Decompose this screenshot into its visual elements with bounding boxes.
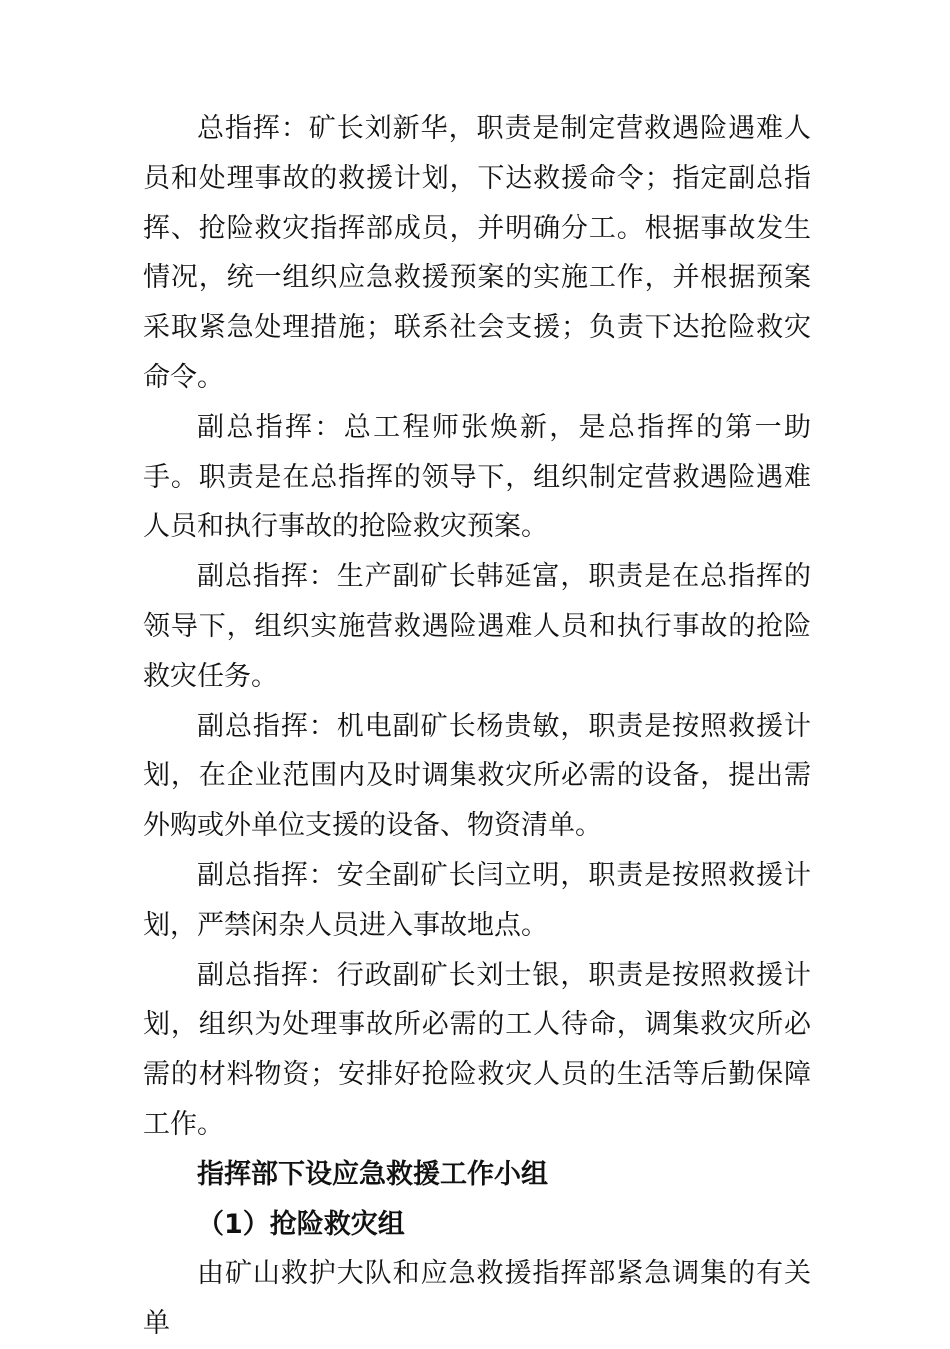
- subsection-heading: （1）抢险救灾组: [197, 1208, 405, 1240]
- paragraph-deputy-chief-engineer: 副总指挥：总工程师张焕新，是总指挥的第一助手。职责是在总指挥的领导下，组织制定营救遇险遇难人员和执行事故的抢险救灾预案。: [143, 411, 811, 543]
- paragraph-deputy-administration: 副总指挥：行政副矿长刘士银，职责是按照救援计划，组织为处理事故所必需的工人待命，调集救灾所必需的材料物资；安排好抢险救灾人员的生活等后勤保障工作。: [143, 959, 811, 1140]
- paragraph-deputy-electromechanical: 副总指挥：机电副矿长杨贵敏，职责是按照救援计划，在企业范围内及时调集救灾所必需的设备，提出需外购或外单位支援的设备、物资清单。: [143, 710, 811, 842]
- paragraph-commander: 总指挥：矿长刘新华，职责是制定营救遇险遇难人员和处理事故的救援计划，下达救援命令；指定副总指挥、抢险救灾指挥部成员，并明确分工。根据事故发生情况，统一组织应急救援预案的实施工作，并根据预案采取紧急处理措施；联系社会支援；负责下达抢险救灾命令。: [143, 113, 811, 393]
- paragraph-deputy-production: 副总指挥：生产副矿长韩延富，职责是在总指挥的领导下，组织实施营救遇险遇难人员和执行事故的抢险救灾任务。: [143, 561, 811, 692]
- paragraph-rescue-group: 由矿山救护大队和应急救援指挥部紧急调集的有关单: [143, 1258, 811, 1340]
- section-heading: 指挥部下设应急救援工作小组: [197, 1158, 548, 1190]
- document-body: [143, 104, 811, 1349]
- paragraph-deputy-safety: 副总指挥：安全副矿长闫立明，职责是按照救援计划，严禁闲杂人员进入事故地点。: [143, 859, 811, 941]
